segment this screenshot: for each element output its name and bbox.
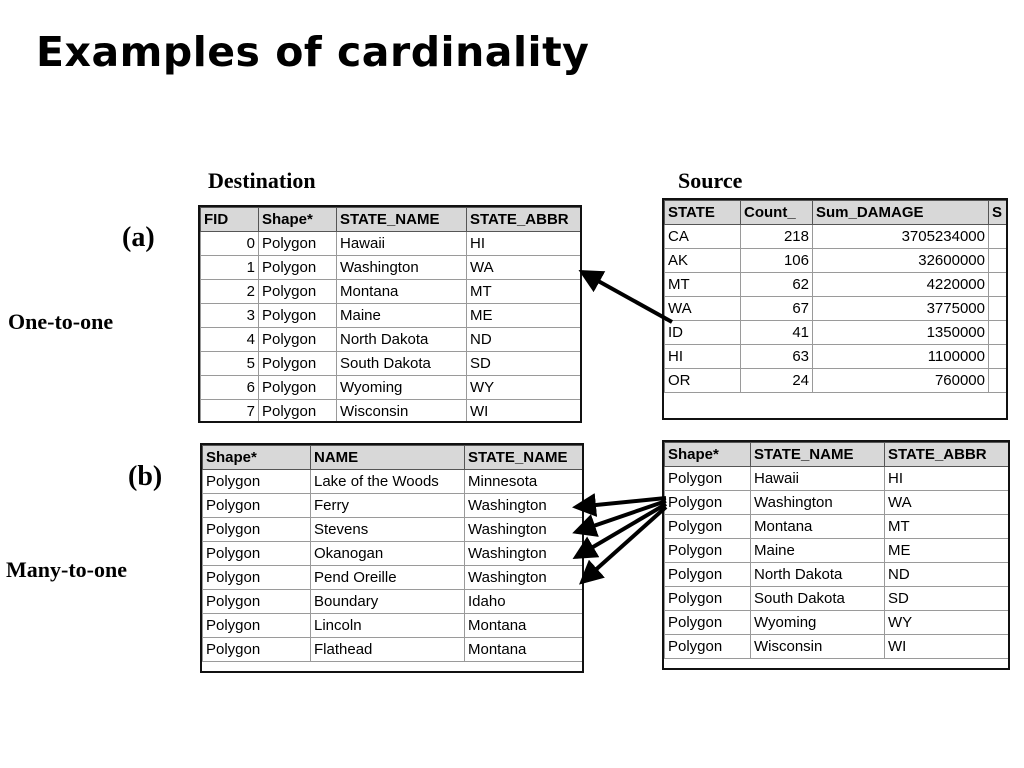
table-cell: ND [885,563,1011,587]
table-cell: ID [665,321,741,345]
table-cell: South Dakota [751,587,885,611]
table-cell: 218 [741,225,813,249]
table-cell: Wisconsin [337,400,467,424]
table-cell: Washington [751,491,885,515]
table-cell: North Dakota [337,328,467,352]
table-cell: Polygon [203,614,311,638]
table-cell: South Dakota [337,352,467,376]
table-cell: Polygon [665,587,751,611]
table-cell: HI [665,345,741,369]
column-header[interactable]: STATE_ABBR [467,208,583,232]
table-cell: SD [885,587,1011,611]
table-cell: 62 [741,273,813,297]
table-cell: 1 [201,256,259,280]
table-cell: 24 [741,369,813,393]
column-header[interactable]: S [989,201,1009,225]
table-cell: 7 [201,400,259,424]
table-cell: Wyoming [751,611,885,635]
table-cell: Pend Oreille [311,566,465,590]
column-header[interactable]: STATE [665,201,741,225]
table-cell: Flathead [311,638,465,662]
table-cell: Polygon [665,635,751,659]
table-cell: CA [665,225,741,249]
table-cell: Montana [465,638,585,662]
table-cell: Hawaii [337,232,467,256]
table-cell: 4220000 [813,273,989,297]
destination-label: Destination [208,168,316,193]
table-cell: Polygon [259,376,337,400]
table-cell: Polygon [259,352,337,376]
table-cell: 4 [201,328,259,352]
table-cell: ME [467,304,583,328]
table-cell: WA [665,297,741,321]
table-cell: Polygon [203,638,311,662]
table-cell: Polygon [203,590,311,614]
table-cell: MT [665,273,741,297]
table-cell: ME [885,539,1011,563]
column-header[interactable]: Count_ [741,201,813,225]
one-to-one-label: One-to-one [8,309,114,334]
table-cell: Montana [337,280,467,304]
table-cell: Maine [751,539,885,563]
table-cell: 0 [201,232,259,256]
table-cell: 1350000 [813,321,989,345]
table-cell: Polygon [259,304,337,328]
table-cell: HI [885,467,1011,491]
table-cell: Polygon [203,542,311,566]
table-cell: Polygon [665,611,751,635]
table-cell: 3775000 [813,297,989,321]
table-cell: Wyoming [337,376,467,400]
table-cell: 63 [741,345,813,369]
table-cell: WA [885,491,1011,515]
table-cell: ND [467,328,583,352]
table-cell: Polygon [259,256,337,280]
column-header[interactable]: STATE_ABBR [885,443,1011,467]
example-b-label: (b) [128,461,163,492]
table-cell: Polygon [259,280,337,304]
table-cell: Maine [337,304,467,328]
table-cell: 760000 [813,369,989,393]
column-header[interactable]: Shape* [203,446,311,470]
table-cell: Polygon [203,470,311,494]
table-cell: Polygon [665,515,751,539]
column-header[interactable]: Shape* [665,443,751,467]
table-cell: Ferry [311,494,465,518]
table-cell: Polygon [665,491,751,515]
table-cell: Polygon [665,539,751,563]
table-cell: Washington [337,256,467,280]
table-cell: WI [467,400,583,424]
table-cell: OR [665,369,741,393]
table-cell: MT [885,515,1011,539]
table-cell: Wisconsin [751,635,885,659]
table-cell: Idaho [465,590,585,614]
source-label: Source [678,168,743,193]
table-cell: AK [665,249,741,273]
table-cell: Polygon [259,400,337,424]
table-cell: Polygon [203,518,311,542]
column-header[interactable]: NAME [311,446,465,470]
table-cell: WY [467,376,583,400]
table-cell: 32600000 [813,249,989,273]
table-cell: WY [885,611,1011,635]
many-to-one-label: Many-to-one [6,557,127,582]
table-cell: SD [467,352,583,376]
table-cell: Montana [465,614,585,638]
table-cell: Polygon [665,563,751,587]
table-cell: North Dakota [751,563,885,587]
table-cell: 106 [741,249,813,273]
page-title: Examples of cardinality [36,28,590,76]
table-cell: Polygon [259,232,337,256]
column-header[interactable]: Sum_DAMAGE [813,201,989,225]
table-cell: 5 [201,352,259,376]
column-header[interactable]: FID [201,208,259,232]
table-cell: 3705234000 [813,225,989,249]
table-cell: Polygon [665,467,751,491]
table-cell: Polygon [203,566,311,590]
table-cell: 41 [741,321,813,345]
table-cell: Lincoln [311,614,465,638]
column-header[interactable]: STATE_NAME [751,443,885,467]
table-cell: Minnesota [465,470,585,494]
table-cell: WA [467,256,583,280]
table-cell: Okanogan [311,542,465,566]
table-cell: Washington [465,518,585,542]
table-cell: Washington [465,542,585,566]
column-header[interactable]: Shape* [259,208,337,232]
table-cell: HI [467,232,583,256]
arrow-one-to-one [582,272,672,322]
table-cell: 67 [741,297,813,321]
table-cell: 3 [201,304,259,328]
table-cell: Polygon [203,494,311,518]
table-cell: 2 [201,280,259,304]
table-cell: Montana [751,515,885,539]
table-cell: Stevens [311,518,465,542]
table-cell: Polygon [259,328,337,352]
table-cell: 1100000 [813,345,989,369]
table-cell: Washington [465,566,585,590]
table-cell: 6 [201,376,259,400]
column-header[interactable]: STATE_NAME [337,208,467,232]
table-cell: WI [885,635,1011,659]
example-a-label: (a) [122,222,155,253]
table-cell: Lake of the Woods [311,470,465,494]
table-cell: MT [467,280,583,304]
table-cell: Boundary [311,590,465,614]
column-header[interactable]: STATE_NAME [465,446,585,470]
table-cell: Hawaii [751,467,885,491]
table-cell: Washington [465,494,585,518]
